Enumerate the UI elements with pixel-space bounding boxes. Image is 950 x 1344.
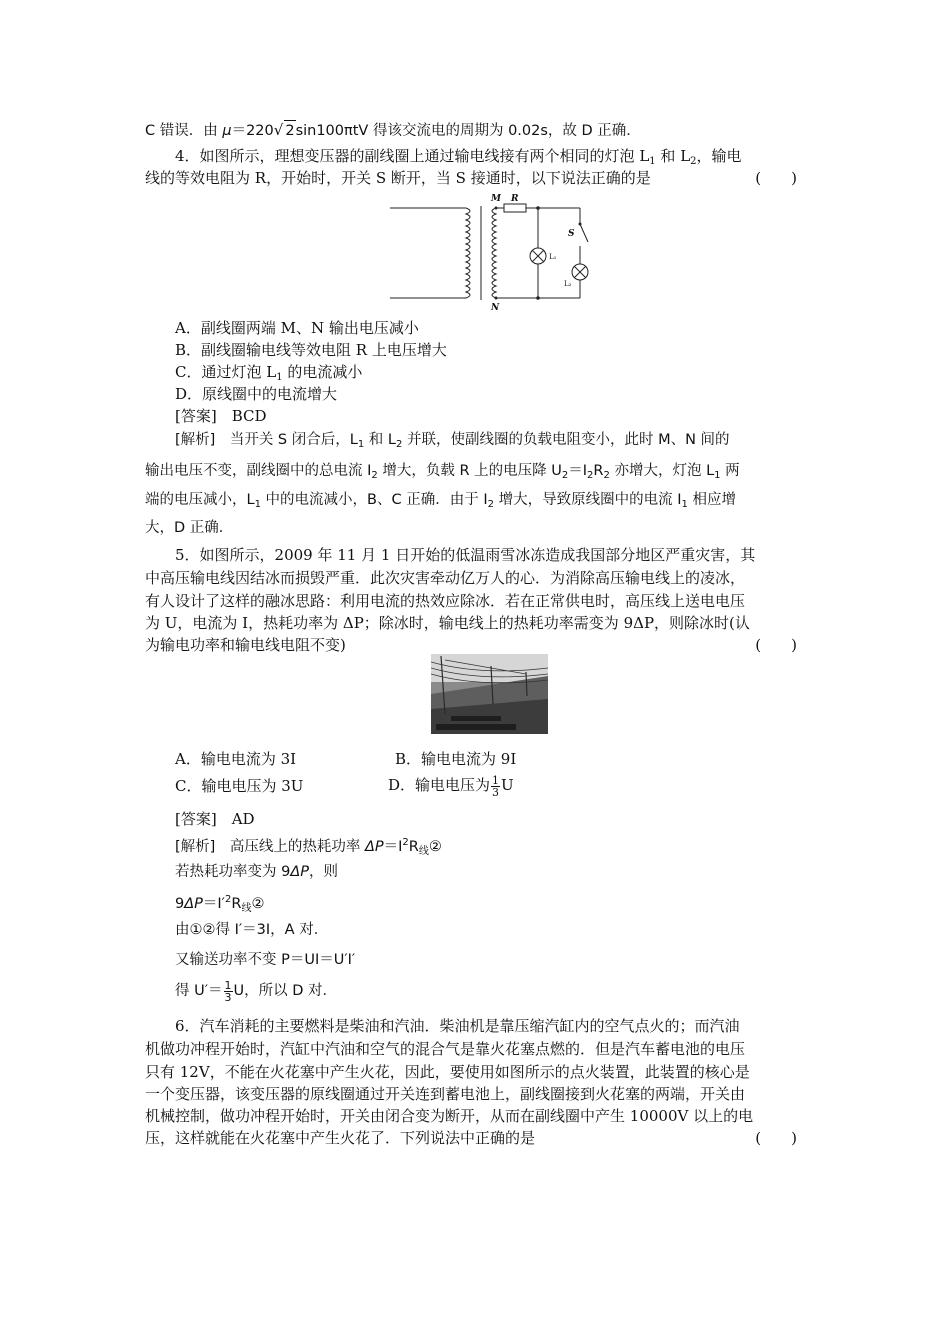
q5-explanation-4: 由①②得 I′＝3I，A 对． — [175, 922, 329, 938]
q5-stem-line3: 有人设计了这样的融冰思路：利用电流的热效应除冰．若在正常供电时，高压线上送电电压 — [145, 592, 746, 610]
q6-stem-line6: 压，这样就能在火花塞中产生火花了．下列说法中正确的是 ( ) — [145, 1129, 797, 1147]
transformer-circuit-diagram — [388, 190, 610, 312]
text: sin100πtV 得该交流电的周期为 0.02s，故 D 正确． — [295, 123, 641, 139]
q4-option-b: B．副线圈输电线等效电阻 R 上电压增大 — [175, 341, 447, 359]
q5-stem-line1: 5．如图所示，2009 年 11 月 1 日开始的低温雨雪冰冻造成我国部分地区严重灾害，其 — [175, 546, 756, 564]
answer-paren: ( ) — [755, 1129, 797, 1147]
q4-option-d: D．原线圈中的电流增大 — [175, 385, 338, 403]
q6-stem-line5: 机械控制，做功冲程开始时，开关由闭合变为断开，从而在副线圈中产生 10000V 以上的电 — [145, 1107, 754, 1125]
text: C 错误．由 — [145, 123, 218, 139]
q4-explanation-3: 端的电压减小，$L_1$ 中的电流减小，B、C 正确．由于 $I_2$ 增大，导致原线圈中的电流 $I_1$ 相应增 — [145, 492, 736, 510]
answer-paren: ( ) — [755, 636, 797, 654]
label-l2: L₂ — [564, 280, 572, 288]
q6-stem-line2: 机做功冲程开始时，汽缸中汽油和空气的混合气是靠火花塞点燃的．但是汽车蓄电池的电压 — [145, 1040, 746, 1058]
q4-option-a: A．副线圈两端 M、N 输出电压减小 — [175, 319, 419, 337]
text-line: C 错误．由 μ＝220√ 2sin100πtV 得该交流电的周期为 0.02s，故 D 正确． — [145, 121, 641, 139]
q6-stem-line1: 6．汽车消耗的主要燃料是柴油和汽油．柴油机是靠压缩汽缸内的空气点火的；而汽油 — [175, 1017, 740, 1035]
q5-option-b: B．输电电流为 9I — [395, 750, 517, 768]
label-m: M — [491, 194, 501, 204]
q5-explanation-2: 若热耗功率变为 9ΔP，则 — [175, 864, 339, 880]
q5-explanation-3: $9\Delta P=I'^2R_线②$ — [175, 894, 265, 914]
q5-stem-line5: 为输电功率和输电线电阻不变) ( ) — [145, 636, 797, 654]
q4-stem-line2: 线的等效电阻为 R，开始时，开关 S 断开，当 S 接通时，以下说法正确的是 ( ) — [145, 169, 797, 187]
q5-option-c: C．输电电压为 3U — [175, 777, 304, 795]
text: ＝220 — [231, 123, 274, 139]
q4-explanation-1: [解析] 当开关 S 闭合后，$L_1$ 和 $L_2$ 并联，使副线圈的负载电阻变小，此时 M、N 间的 — [175, 432, 730, 450]
q5-option-a: A．输电电流为 3I — [175, 750, 297, 768]
symbol-mu: μ — [222, 123, 232, 139]
label-l1: L₁ — [549, 253, 557, 261]
q4-option-c: C．通过灯泡 $L_1$ 的电流减小 — [175, 363, 363, 383]
q5-answer: [答案] AD — [175, 810, 255, 828]
label-n: N — [491, 303, 500, 312]
q5-explanation-5: 又输送功率不变 P＝UI＝U′I′ — [175, 952, 356, 968]
q6-stem-line4: 一个变压器，该变压器的原线圈通过开关连到蓄电池上，副线圈接到火花塞的两端，开关由 — [145, 1085, 746, 1103]
q5-stem-line2: 中高压输电线因结冰而损毁严重．此次灾害牵动亿万人的心．为消除高压输电线上的凌冰， — [145, 569, 746, 587]
q5-stem-line4: 为 U，电流为 I，热耗功率为 ΔP；除冰时，输电线上的热耗功率需变为 9ΔP，则除冰时(认 — [145, 614, 750, 632]
label-s: S — [568, 229, 575, 239]
q5-explanation-6: 得 U′＝ $\frac{1}{3}$ U，所以 D 对． — [175, 978, 338, 1004]
sqrt-value: 2 — [284, 120, 295, 141]
q4-answer: [答案] BCD — [175, 407, 267, 425]
answer-paren: ( ) — [755, 169, 797, 187]
q4-explanation-2: 输出电压不变，副线圈中的总电流 $I_2$ 增大，负载 R 上的电压降 $U_2=I_2R_2$ 亦增大，灯泡 $L_1$ 两 — [145, 463, 740, 481]
frozen-power-line-photo — [431, 654, 548, 734]
q4-stem-line1: 4．如图所示，理想变压器的副线圈上通过输电线接有两个相同的灯泡 $L_1$ 和 $L_2$，输电 — [175, 147, 742, 167]
q5-explanation-1: [解析] 高压线上的热耗功率 $\Delta P=I^2R_线②$ — [175, 837, 442, 857]
q5-option-d: D．输电电压为 $\frac{1}{3}$ U — [388, 773, 514, 799]
label-r: R — [511, 194, 519, 204]
q6-stem-line3: 只有 12V，不能在火花塞中产生火花，因此，要使用如图所示的点火装置，此装置的核心是 — [145, 1063, 750, 1081]
q4-explanation-4: 大，D 正确． — [145, 520, 234, 536]
